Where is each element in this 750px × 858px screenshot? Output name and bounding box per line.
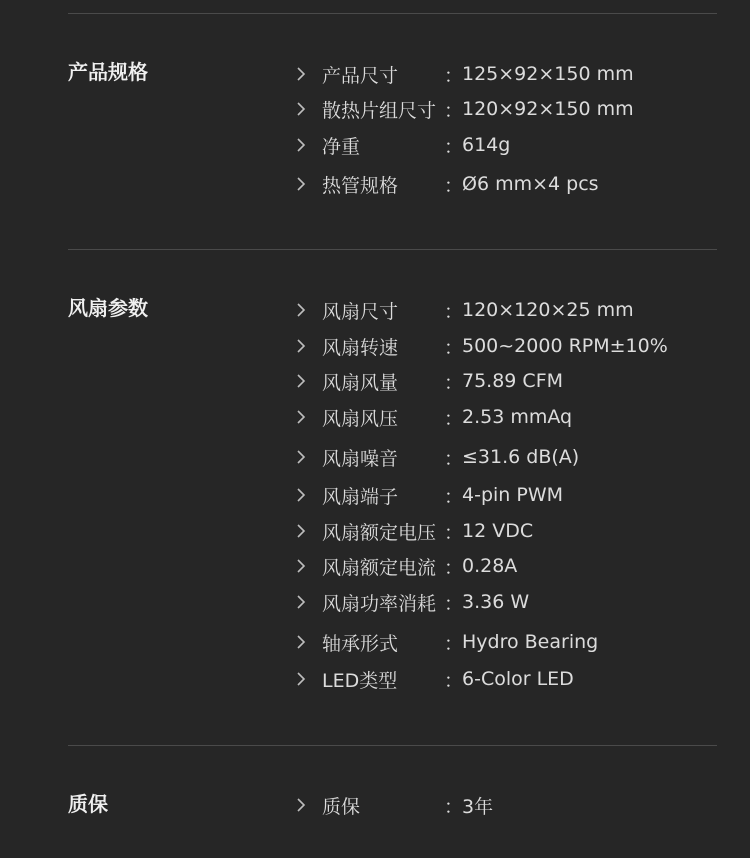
spec-row <box>296 132 726 158</box>
separator: ： <box>444 336 464 359</box>
divider <box>68 745 717 746</box>
spec-value: 614g <box>462 134 511 156</box>
spec-label: 风扇端子 <box>322 485 399 508</box>
separator: ： <box>444 300 464 323</box>
chevron-right-icon <box>296 132 322 158</box>
spec-label: 净重 <box>322 135 361 158</box>
spec-value: 12 VDC <box>462 520 534 542</box>
chevron-right-icon <box>296 61 322 87</box>
chevron-right-icon <box>296 482 322 508</box>
separator: ： <box>444 632 464 655</box>
spec-label: 风扇功率消耗 <box>322 592 437 615</box>
spec-label: 风扇风量 <box>322 371 399 394</box>
spec-row <box>296 482 726 508</box>
spec-label: LED类型 <box>322 669 398 692</box>
spec-value: ≤31.6 dB(A) <box>462 446 580 468</box>
spec-value: 6-Color LED <box>462 668 574 690</box>
chevron-right-icon <box>296 404 322 430</box>
chevron-right-icon <box>296 96 322 122</box>
spec-label: 产品尺寸 <box>322 64 399 87</box>
chevron-right-icon <box>296 444 322 470</box>
spec-value: 3.36 W <box>462 591 530 613</box>
section-title-product-specs: 产品规格 <box>68 60 148 84</box>
chevron-right-icon <box>296 368 322 394</box>
spec-row <box>296 589 726 615</box>
chevron-right-icon <box>296 297 322 323</box>
separator: ： <box>444 669 464 692</box>
spec-row <box>296 368 726 394</box>
spec-row <box>296 518 726 544</box>
spec-value: 0.28A <box>462 555 518 577</box>
section-title-fan-params: 风扇参数 <box>68 296 148 320</box>
separator: ： <box>444 795 464 818</box>
chevron-right-icon <box>296 518 322 544</box>
spec-value: 2.53 mmAq <box>462 406 573 428</box>
spec-label: 风扇转速 <box>322 336 399 359</box>
spec-value: 3年 <box>462 795 494 818</box>
divider <box>68 249 717 250</box>
chevron-right-icon <box>296 589 322 615</box>
spec-row <box>296 666 726 692</box>
spec-value: Hydro Bearing <box>462 631 599 653</box>
spec-row <box>296 444 726 470</box>
separator: ： <box>444 485 464 508</box>
spec-label: 风扇风压 <box>322 407 399 430</box>
separator: ： <box>444 64 464 87</box>
separator: ： <box>444 521 464 544</box>
spec-value: 75.89 CFM <box>462 370 564 392</box>
spec-value: Ø6 mm×4 pcs <box>462 173 599 195</box>
chevron-right-icon <box>296 553 322 579</box>
spec-row <box>296 96 726 122</box>
spec-label: 热管规格 <box>322 174 399 197</box>
chevron-right-icon <box>296 792 322 818</box>
chevron-right-icon <box>296 333 322 359</box>
spec-row <box>296 629 726 655</box>
spec-row <box>296 792 726 818</box>
separator: ： <box>444 592 464 615</box>
spec-row <box>296 333 726 359</box>
separator: ： <box>444 99 464 122</box>
spec-value: 120×120×25 mm <box>462 299 634 321</box>
spec-row <box>296 61 726 87</box>
section-title-warranty: 质保 <box>68 792 108 816</box>
separator: ： <box>444 556 464 579</box>
spec-label: 散热片组尺寸 <box>322 99 437 122</box>
separator: ： <box>444 407 464 430</box>
spec-label: 质保 <box>322 795 361 818</box>
separator: ： <box>444 447 464 470</box>
spec-value: 4-pin PWM <box>462 484 564 506</box>
spec-label: 风扇额定电流 <box>322 556 437 579</box>
spec-row <box>296 297 726 323</box>
spec-label: 轴承形式 <box>322 632 399 655</box>
spec-value: 500~2000 RPM±10% <box>462 335 668 357</box>
spec-label: 风扇噪音 <box>322 447 399 470</box>
separator: ： <box>444 174 464 197</box>
separator: ： <box>444 135 464 158</box>
divider <box>68 13 717 14</box>
chevron-right-icon <box>296 666 322 692</box>
spec-row <box>296 553 726 579</box>
chevron-right-icon <box>296 629 322 655</box>
spec-value: 120×92×150 mm <box>462 98 634 120</box>
spec-label: 风扇尺寸 <box>322 300 399 323</box>
spec-row <box>296 171 726 197</box>
spec-label: 风扇额定电压 <box>322 521 437 544</box>
spec-value: 125×92×150 mm <box>462 63 634 85</box>
spec-row <box>296 404 726 430</box>
separator: ： <box>444 371 464 394</box>
chevron-right-icon <box>296 171 322 197</box>
